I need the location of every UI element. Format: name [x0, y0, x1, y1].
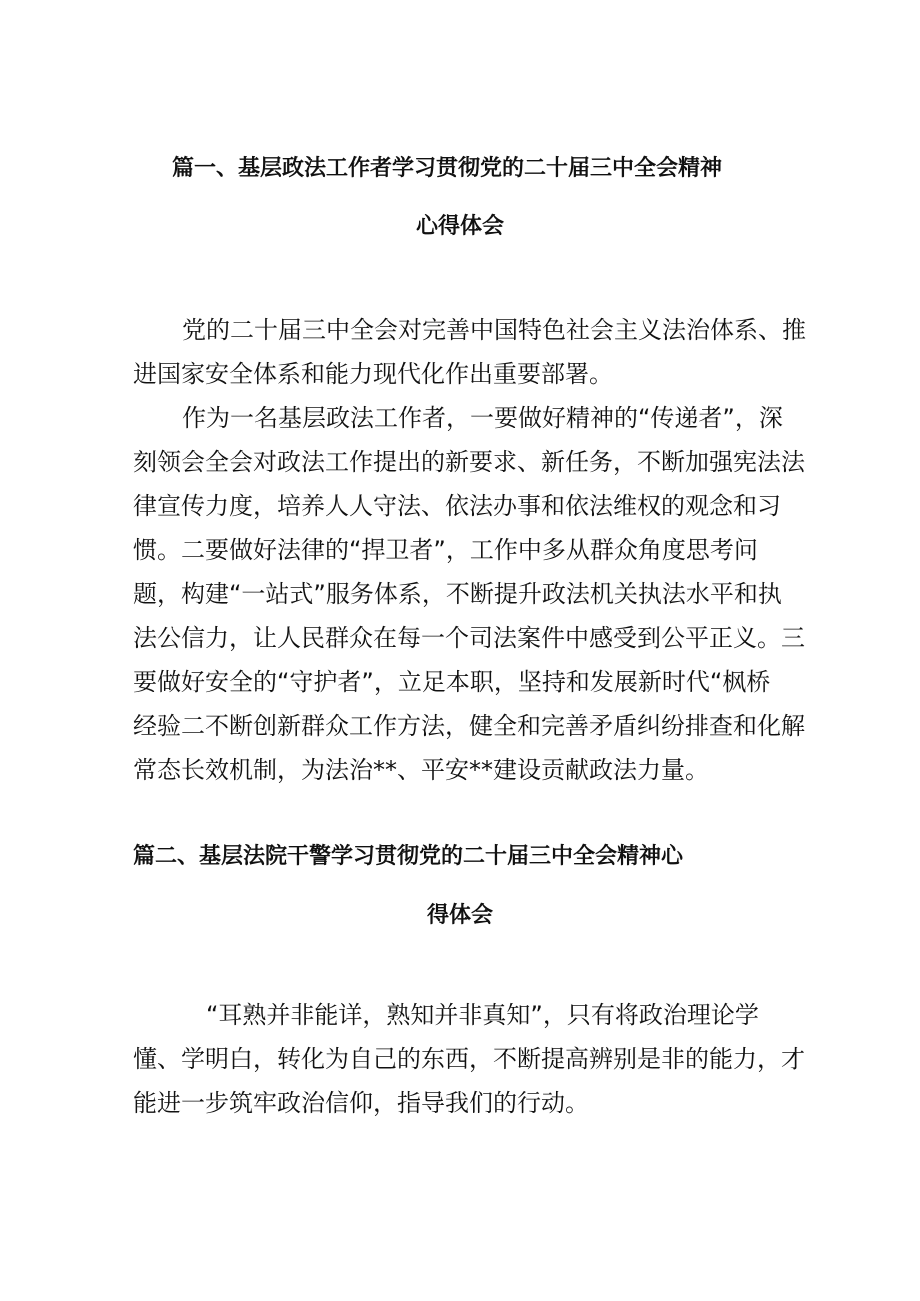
section-1-para-2-line-6: 法公信力，让人民群众在每一个司法案件中感受到公平正义。三 [133, 624, 805, 652]
section-2-title-line-1: 篇二、基层法院干警学习贯彻党的二十届三中全会精神心 [133, 844, 684, 869]
section-2-para-1-line-2: 懂、学明白，转化为自己的东西，不断提高辨别是非的能力，才 [133, 1045, 805, 1073]
section-1-para-1-line-2: 进国家安全体系和能力现代化作出重要部署。 [133, 360, 613, 388]
section-1-para-2-line-3: 律宣传力度，培养人人守法、依法办事和依法维权的观念和习 [133, 492, 781, 520]
section-1-para-2-line-9: 常态长效机制，为法治**、平安**建设贡献政法力量。 [133, 756, 709, 784]
section-1-para-2-line-2: 刻领会全会对政法工作提出的新要求、新任务，不断加强宪法法 [133, 448, 805, 476]
section-1-title-line-2: 心得体会 [416, 214, 505, 239]
section-1-para-2-line-1: 作为一名基层政法工作者，一要做好精神的“传递者”，深 [182, 404, 783, 432]
section-1-para-2-line-7: 要做好安全的“守护者”，立足本职，坚持和发展新时代“枫桥 [133, 668, 771, 696]
section-1-para-2-line-5: 题，构建“一站式”服务体系，不断提升政法机关执法水平和执 [133, 580, 782, 608]
section-1-para-1-line-1: 党的二十届三中全会对完善中国特色社会主义法治体系、推 [182, 316, 806, 344]
section-2-para-1-line-3: 能进一步筑牢政治信仰，指导我们的行动。 [133, 1089, 589, 1117]
section-1-para-2-line-4: 惯。二要做好法律的“捍卫者”，工作中多从群众角度思考问 [133, 536, 758, 564]
section-2-title-line-2: 得体会 [427, 903, 494, 928]
section-2-para-1-line-1: “耳熟并非能详，熟知并非真知”，只有将政治理论学 [206, 1001, 759, 1029]
section-1-title-line-1: 篇一、基层政法工作者学习贯彻党的二十届三中全会精神 [172, 156, 723, 181]
section-1-para-2-line-8: 经验二不断创新群众工作方法，健全和完善矛盾纠纷排查和化解 [133, 712, 805, 740]
